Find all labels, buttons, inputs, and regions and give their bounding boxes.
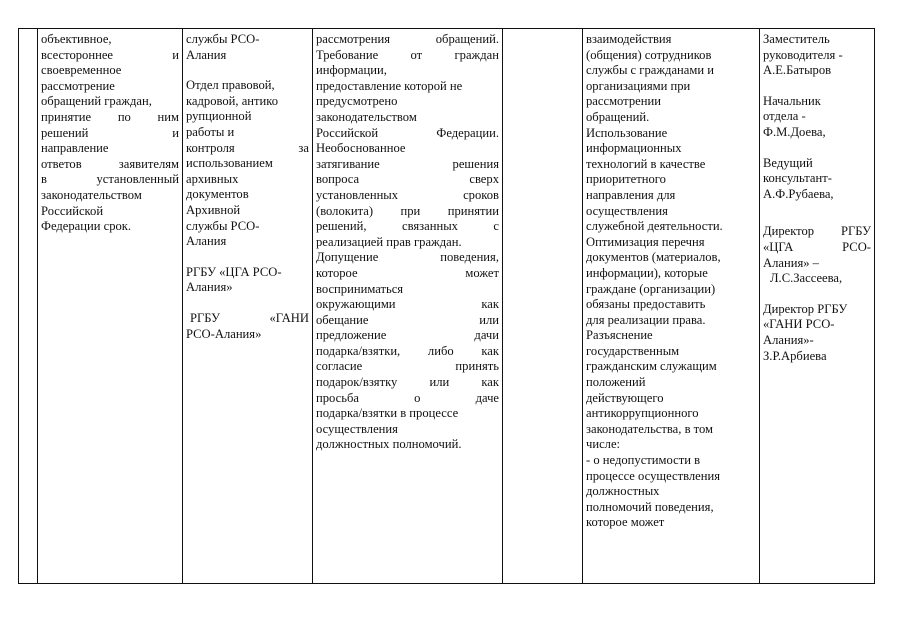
official-line: отдела -: [763, 109, 806, 124]
spacer: [763, 141, 871, 156]
cell-responsible: [183, 29, 313, 584]
task-line: своевременное: [41, 63, 122, 78]
responsible-line: службы РСО-: [186, 32, 260, 46]
measure-line: Разъяснение: [586, 328, 653, 343]
task-line: обращений граждан,: [41, 94, 152, 109]
task-line: Российской: [41, 203, 104, 218]
responsible-line: контроля за: [186, 140, 309, 155]
risk-line: которое может: [316, 265, 499, 280]
official-line: Алания» –: [763, 255, 819, 270]
risk-line: рассмотрения обращений.: [316, 32, 499, 46]
responsible-line: архивных: [186, 171, 239, 186]
official-line: Алания»-: [763, 332, 814, 347]
measure-line: информационных: [586, 141, 682, 156]
measure-line: законодательства, в том: [586, 421, 714, 436]
official-line: Ф.М.Доева,: [763, 124, 826, 139]
official-line: З.Р.Арбиева: [763, 348, 827, 363]
official-line: Директор РГБУ: [763, 301, 848, 316]
measure-line: граждане (организации): [586, 281, 716, 296]
responsible-line: Алания»: [186, 280, 233, 295]
measure-line: положений: [586, 375, 646, 390]
measure-line: обращений.: [586, 109, 650, 124]
task-line: объективное,: [41, 32, 112, 46]
risk-line: Российской Федерации.: [316, 125, 499, 140]
cell-empty: [503, 29, 583, 584]
measure-line: Использование: [586, 125, 668, 140]
responsible-line: РСО-Алания»: [186, 326, 262, 341]
responsible-line: РГБУ «ЦГА РСО-: [186, 264, 282, 279]
measure-line: (общения) сотрудников: [586, 47, 712, 62]
table-row: [19, 29, 875, 584]
measure-line: рассмотрении: [586, 94, 661, 109]
document-table: [18, 28, 875, 584]
official-line: руководителя -: [763, 47, 843, 62]
measure-line: числе:: [586, 437, 621, 452]
official-line: Начальник: [763, 93, 821, 108]
responsible-line: службы РСО-: [186, 218, 260, 233]
measure-line: осуществления: [586, 203, 668, 218]
measure-line: должностных: [586, 484, 660, 499]
risk-line: установленных сроков: [316, 187, 499, 202]
task-line: направление: [41, 141, 109, 156]
responsible-line: рупционной: [186, 109, 252, 124]
spacer: [186, 250, 309, 265]
task-line: ответов заявителям: [41, 156, 179, 171]
official-line: Заместитель: [763, 32, 830, 46]
risk-line: затягивание решения: [316, 156, 499, 171]
risk-line: реализацией прав граждан.: [316, 234, 462, 249]
spacer: [763, 79, 871, 94]
risk-line: просьба о даче: [316, 390, 499, 405]
measure-line: приоритетного: [586, 172, 666, 187]
risk-line: подарок/взятку или как: [316, 375, 499, 390]
official-line: А.Ф.Рубаева,: [763, 186, 834, 201]
spacer: [186, 296, 309, 311]
risk-line: (волокита) при принятии: [316, 203, 499, 218]
responsible-line: документов: [186, 187, 249, 202]
cell-risks: [313, 29, 503, 584]
measure-line: обязаны предоставить: [586, 297, 706, 312]
risk-line: подарка/взятки, либо как: [316, 343, 499, 358]
task-line: принятие по ним: [41, 109, 179, 124]
responsible-line: Отдел правовой,: [186, 78, 275, 93]
measure-line: антикоррупционного: [586, 406, 699, 421]
measure-line: государственным: [586, 343, 680, 358]
spacer: [186, 63, 309, 78]
measure-line: информации), которые: [586, 265, 708, 280]
official-line: консультант-: [763, 171, 832, 186]
measure-line: службы с гражданами и: [586, 63, 714, 78]
cell-task: [38, 29, 183, 584]
risk-line: законодательством: [316, 109, 417, 124]
cell-number: [19, 29, 38, 584]
risk-line: согласие принять: [316, 359, 499, 374]
official-line: А.Е.Батыров: [763, 63, 832, 78]
measure-line: Оптимизация перечня: [586, 234, 705, 249]
responsible-line: работы и: [186, 124, 235, 139]
spacer: [763, 202, 871, 224]
responsible-line: Алания: [186, 234, 227, 249]
task-line: всестороннее и: [41, 47, 179, 62]
spacer: [763, 287, 871, 302]
measure-line: взаимодействия: [586, 32, 672, 46]
responsible-line: использованием: [186, 156, 273, 171]
official-line: «ЦГА РСО-: [763, 239, 871, 254]
task-line: рассмотрение: [41, 78, 115, 93]
risk-line: подарка/взятки в процессе: [316, 406, 459, 421]
responsible-line: кадровой, антико: [186, 93, 279, 108]
task-line: решений и: [41, 125, 179, 140]
responsible-line: Архивной: [186, 202, 241, 217]
responsible-line: РГБУ «ГАНИ: [190, 310, 309, 325]
cell-officials: [760, 29, 875, 584]
responsible-line: Алания: [186, 47, 227, 62]
risk-line: вопроса сверх: [316, 172, 499, 187]
measure-line: направления для: [586, 187, 676, 202]
risk-line: предоставление которой не: [316, 78, 463, 93]
task-line: в установленный: [41, 172, 179, 187]
risk-line: Требование от граждан: [316, 47, 499, 62]
measure-line: для реализации права.: [586, 312, 706, 327]
measure-line: документов (материалов,: [586, 250, 721, 265]
risk-line: Допущение поведения,: [316, 250, 499, 265]
measure-line: - о недопустимости в: [586, 453, 701, 468]
official-line: «ГАНИ РСО-: [763, 317, 835, 332]
measure-line: действующего: [586, 390, 664, 405]
risk-line: информации,: [316, 63, 387, 78]
risk-line: осуществления: [316, 421, 398, 436]
cell-measures: [583, 29, 760, 584]
task-line: Федерации срок.: [41, 219, 132, 234]
measure-line: полномочий поведения,: [586, 499, 714, 514]
task-line: законодательством: [41, 187, 142, 202]
measure-line: которое может: [586, 515, 665, 530]
measure-line: организациями при: [586, 78, 691, 93]
official-line: Ведущий: [763, 155, 813, 170]
official-line: Директор РГБУ: [763, 224, 871, 239]
measure-line: служебной деятельности.: [586, 219, 723, 234]
measure-line: гражданским служащим: [586, 359, 717, 374]
risk-line: окружающими как: [316, 297, 499, 312]
official-line: Л.С.Зассеева,: [770, 271, 843, 286]
risk-line: должностных полномочий.: [316, 437, 462, 452]
measure-line: процессе осуществления: [586, 468, 720, 483]
risk-line: предложение дачи: [316, 328, 499, 343]
risk-line: решений, связанных с: [316, 219, 499, 234]
risk-line: Необоснованное: [316, 141, 406, 156]
measure-line: технологий в качестве: [586, 156, 706, 171]
risk-line: обещание или: [316, 312, 499, 327]
risk-line: предусмотрено: [316, 94, 398, 109]
risk-line: восприниматься: [316, 281, 404, 296]
